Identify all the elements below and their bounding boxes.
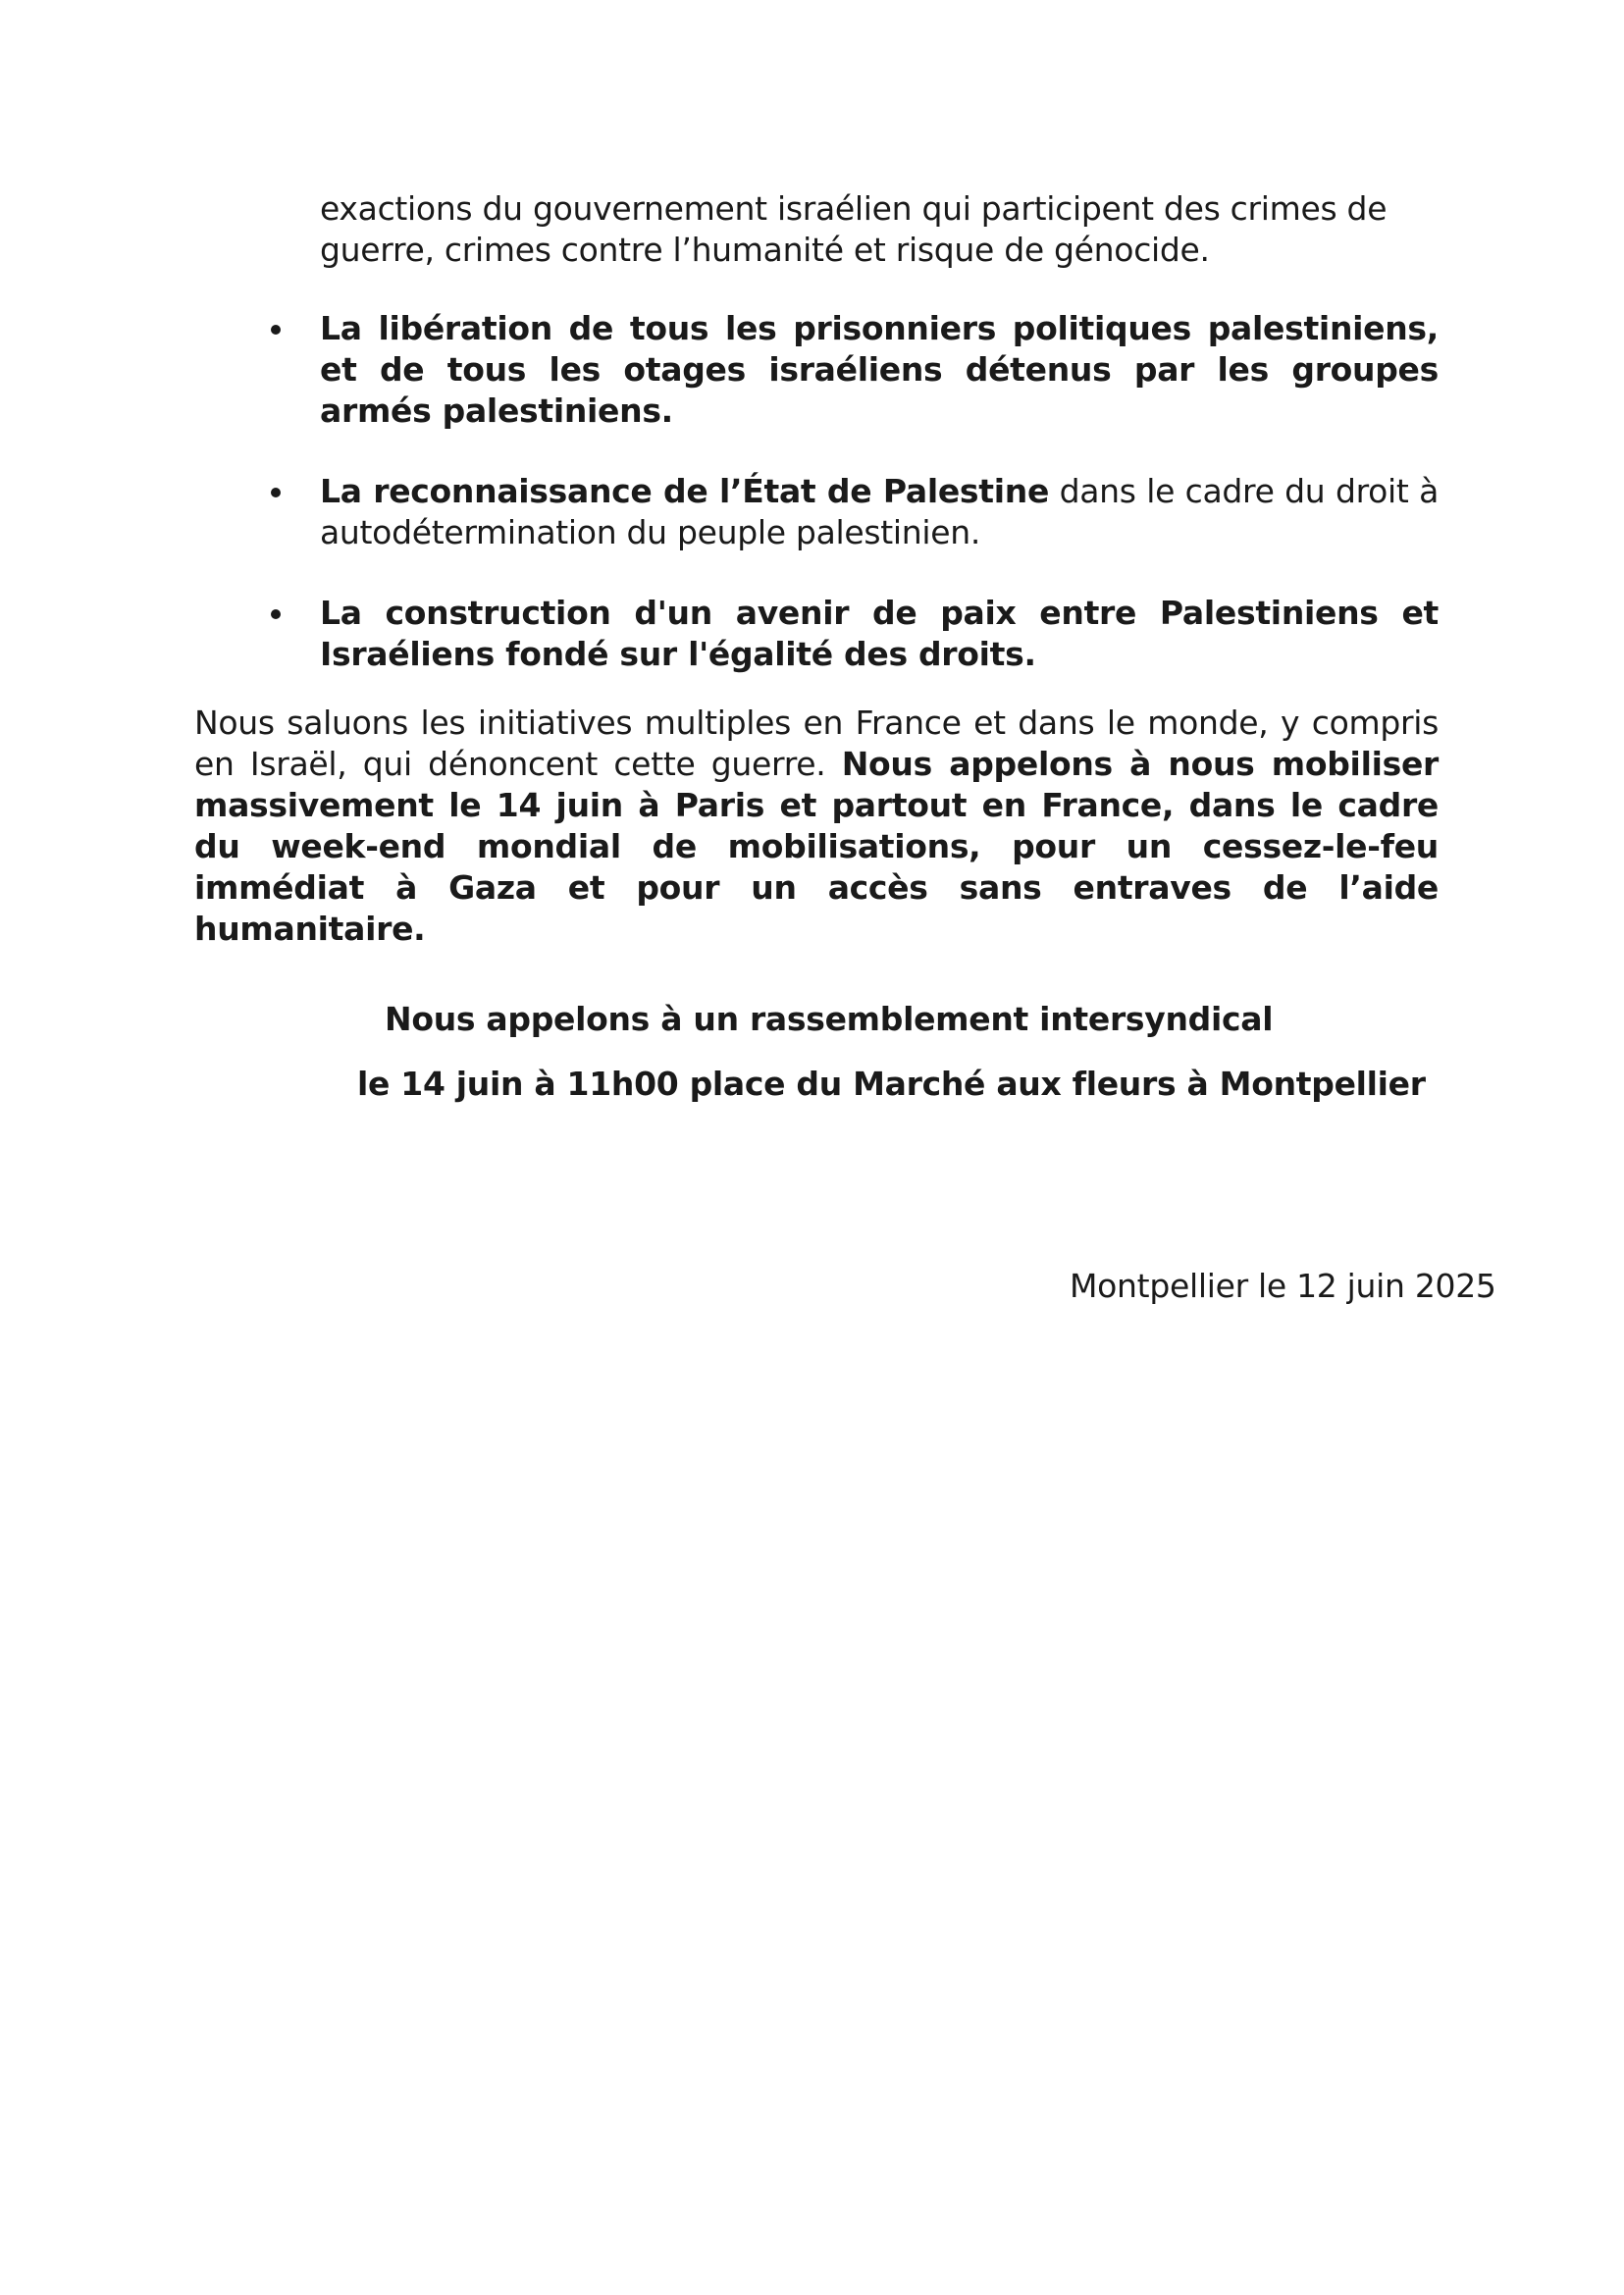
main-paragraph (194, 703, 1439, 950)
call-to-action-line-2: le 14 juin à 11h00 place du Marché aux fleurs à Montpellier (357, 1065, 1426, 1103)
main-paragraph-plain: Nous saluons les initiatives multiples en France et dans le monde, y compris en Israël, qui dénoncent cette guerre. (194, 704, 1439, 783)
bullet-icon (271, 609, 281, 619)
list-item (320, 593, 1439, 675)
list-item (320, 308, 1439, 432)
call-to-action-line-1: Nous appelons à un rassemblement intersyndical (385, 1000, 1274, 1038)
bullet-icon (271, 488, 281, 497)
demand-text: dans le cadre du droit à autodétermination du peuple palestinien. (320, 472, 1439, 551)
main-paragraph-bold: Nous appelons à nous mobiliser massivement le 14 juin à Paris et partout en France, dans le cadre du week-end mondial de mobilisations, pour un cessez-le-feu immédiat à Gaza et pour un accès sans entraves de l’aide humanitaire. (194, 745, 1439, 948)
demand-bold-text: La construction d'un avenir de paix entre Palestiniens et Israéliens fondé sur l'égalité des droits. (320, 594, 1439, 673)
demand-bold-text: La libération de tous les prisonniers politiques palestiniens, et de tous les otages israéliens détenus par les groupes armés palestiniens. (320, 309, 1439, 430)
place-and-date: Montpellier le 12 juin 2025 (1070, 1267, 1496, 1305)
bullet-icon (271, 325, 281, 335)
continued-paragraph: exactions du gouvernement israélien qui participent des crimes de guerre, crimes contre l’humanité et risque de génocide. (320, 189, 1388, 269)
demands-list (320, 308, 1439, 714)
list-item (320, 471, 1439, 553)
demand-bold-text: La reconnaissance de l’État de Palestine (320, 472, 1050, 510)
